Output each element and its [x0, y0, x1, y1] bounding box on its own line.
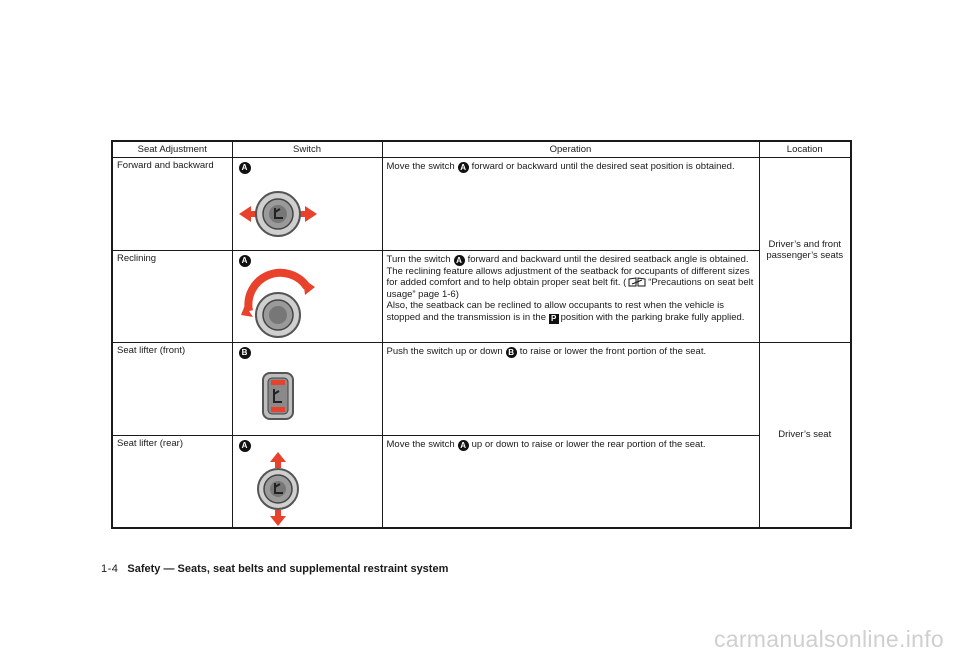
table-row	[112, 343, 851, 436]
switch-label-badge: A	[239, 162, 251, 174]
header-seat-adjustment: Seat Adjustment	[112, 141, 232, 158]
location-cell: Driver’s and front passenger’s seats	[759, 158, 851, 343]
switch-ref-badge: A	[458, 162, 469, 173]
operation-text: Push the switch up or down	[386, 346, 503, 358]
header-switch: Switch	[232, 141, 382, 158]
location-cell: Driver’s seat	[759, 343, 851, 528]
adjustment-cell: Reclining	[112, 250, 232, 343]
seat-adjustment-table	[111, 140, 852, 529]
adjustment-cell: Forward and backward	[112, 158, 232, 251]
book-reference-icon	[628, 277, 646, 287]
switch-ref-badge: A	[454, 255, 465, 266]
operation-text: Move the switch	[386, 161, 455, 172]
reference-link[interactable]: “Precautions on seat belt usage” page 1-6)	[386, 277, 754, 300]
page-footer	[101, 563, 448, 575]
switch-label-badge: A	[239, 440, 251, 452]
operation-text: The reclining feature allows adjustment of the seatback for occupants of different sizes for added comfort and to help obtain proper seat belt fit. (	[386, 265, 750, 289]
switch-cell	[232, 435, 382, 528]
table-row	[112, 158, 851, 251]
operation-text: up or down to raise or lower the rear portion of the seat.	[471, 438, 706, 450]
watermark: carmanualsonline.info	[713, 626, 944, 652]
section-title: Safety — Seats, seat belts and supplemental restraint system	[127, 563, 449, 575]
operation-cell	[382, 158, 759, 251]
operation-text: Turn the switch	[386, 253, 451, 265]
table-header-row	[112, 141, 851, 158]
seat-lifter-front-switch-icon	[237, 365, 327, 435]
operation-text: position with the parking brake fully applied.	[560, 311, 745, 323]
seat-lifter-rear-switch-icon	[237, 450, 327, 528]
operation-cell	[382, 435, 759, 528]
header-operation: Operation	[382, 141, 759, 158]
switch-ref-badge: A	[458, 440, 469, 451]
seat-switch-recline-icon	[237, 265, 327, 343]
table-row	[112, 250, 851, 343]
operation-text: to raise or lower the front portion of the seat.	[519, 346, 707, 358]
switch-ref-badge: B	[506, 347, 517, 358]
table-row	[112, 435, 851, 528]
operation-text: forward or backward until the desired seat position is obtained.	[471, 161, 735, 172]
page-number: 1-4	[101, 563, 119, 575]
adjustment-cell: Seat lifter (front)	[112, 343, 232, 436]
seat-switch-forward-backward-icon	[237, 178, 327, 248]
operation-text: forward and backward until the desired seatback angle is obtained.	[467, 253, 749, 265]
adjustment-cell: Seat lifter (rear)	[112, 435, 232, 528]
header-location: Location	[759, 141, 851, 158]
switch-label-badge: A	[239, 255, 251, 267]
operation-text: Move the switch	[386, 438, 455, 450]
operation-cell	[382, 250, 759, 343]
operation-text: Also, the seatback can be reclined to allow occupants to rest when the vehicle is stopped and the transmission is in the	[386, 300, 724, 323]
switch-cell	[232, 158, 382, 251]
switch-label-badge: B	[239, 347, 251, 359]
park-position-badge: P	[549, 314, 559, 324]
switch-cell	[232, 250, 382, 343]
switch-cell	[232, 343, 382, 436]
operation-cell	[382, 343, 759, 436]
